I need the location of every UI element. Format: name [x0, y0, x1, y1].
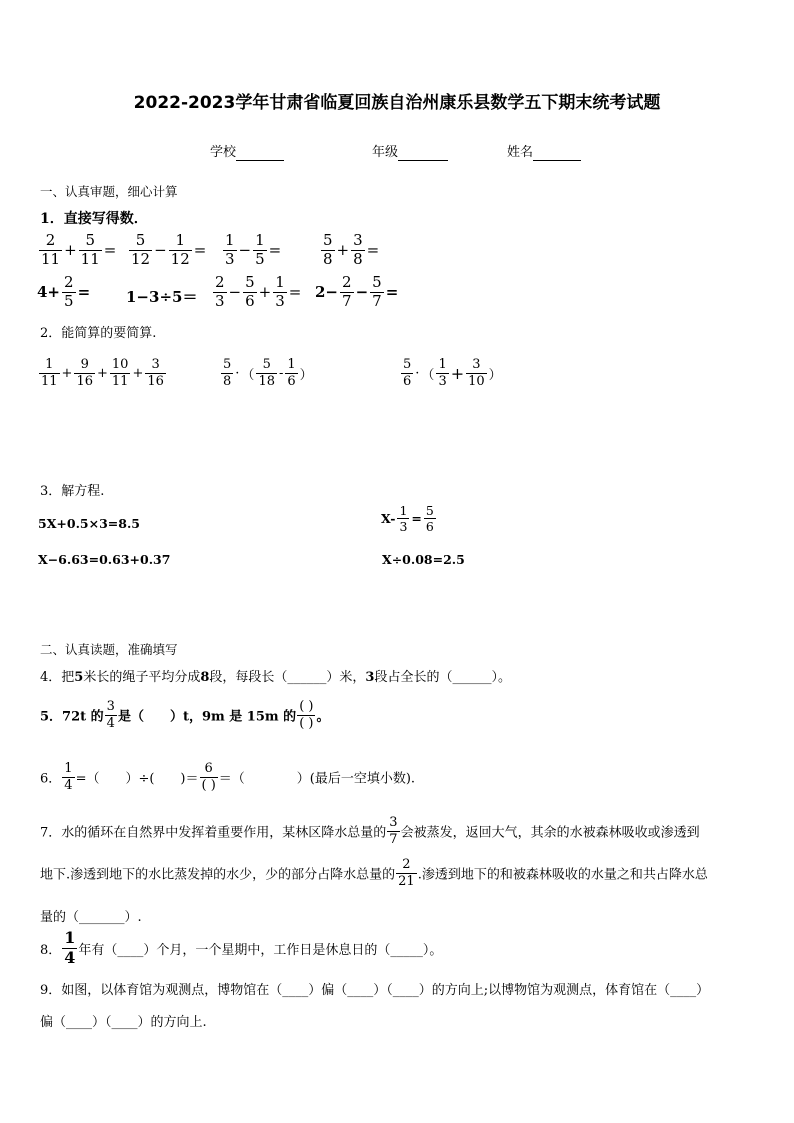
q2-expr-2: $\frac{5}{8}$ · （ $\frac{5}{18}$ - $\frac{1}{6}$ ） [223, 357, 313, 389]
q3-eq-1: 5X+0.5×3=8.5 [38, 516, 141, 531]
q1-item-7: $\frac{2}{3}$ − $\frac{5}{6}$ + $\frac{1}{3}$ = [215, 273, 302, 310]
q1-item-4: $\frac{5}{8}$ + $\frac{3}{8}$ = [323, 231, 380, 268]
q1-item-6: 1−3÷5＝ [126, 288, 198, 306]
name-blank[interactable] [533, 145, 581, 161]
q2-heading: 2．能简算的要简算. [40, 326, 157, 341]
q3-eq-3: X−6.63=0.63+0.37 [38, 552, 171, 567]
grade-label: 年级 [372, 145, 399, 160]
school-blank[interactable] [236, 145, 284, 161]
q1-item-8: 2− $\frac{2}{7}$ − $\frac{5}{7}$ = [315, 273, 399, 310]
section-two-heading: 二、认真读题，准确填写 [40, 642, 178, 657]
school-field [210, 141, 284, 161]
q1-item-3: $\frac{1}{3}$ − $\frac{1}{5}$ = [225, 231, 282, 268]
q7-line-2: 地下.渗透到地下的水比蒸发掉的水少，少的部分占降水总量的 $\frac{2}{21}$ .渗透到地下的和被森林吸收的水量之和共占降水总 [40, 857, 708, 889]
q2-expr-1: $\frac{1}{11}$ + $\frac{9}{16}$ + $\frac{10}{11}$ + $\frac{3}{16}$ [41, 357, 164, 389]
q3-heading: 3．解方程. [40, 484, 105, 499]
q8: 8． $\frac{1}{4}$ 年有（____）个月，一个星期中，工作日是休息日的（_____）。 [40, 928, 443, 967]
school-label: 学校 [210, 145, 237, 160]
section-one-heading: 一、认真审题，细心计算 [40, 184, 178, 199]
q7-line-3: 量的（_______）. [40, 910, 142, 925]
q5: 5．72t 的 $\frac{3}{4}$ 是（ ）t，9m 是 15m 的 $\frac{( )}{( )}$ 。 [40, 699, 330, 731]
q4: 4．把5米长的绳子平均分成8段，每段长（______）米，3段占全长的（______）。 [40, 670, 511, 685]
q3-eq-2: X- $\frac{1}{3}$ = $\frac{5}{6}$ [381, 503, 434, 535]
q4-blank-2[interactable]: ______ [452, 670, 492, 685]
name-field [507, 141, 581, 161]
q9-line-2: 偏（____）（____）的方向上. [40, 1015, 207, 1030]
q1-heading: 1．直接写得数． [40, 211, 148, 227]
q1-item-2: $\frac{5}{12}$ − $\frac{1}{12}$ = [131, 231, 207, 268]
q1-item-1: $\frac{2}{11}$ + $\frac{5}{11}$ = [41, 231, 117, 268]
q4-blank-1[interactable]: ______ [287, 670, 327, 685]
q6: 6． $\frac{1}{4}$ =（ ）÷( )＝ $\frac{6}{( )}$ ＝（ ）(最后一空填小数). [40, 761, 416, 793]
page-title: 2022-2023学年甘肃省临夏回族自治州康乐县数学五下期末统考试题 [133, 93, 661, 113]
q9-line-1: 9．如图，以体育馆为观测点，博物馆在（____）偏（____）（____）的方向上;以博物馆为观测点，体育馆在（____） [40, 983, 710, 998]
q3-eq-4: X÷0.08=2.5 [382, 552, 465, 567]
q1-item-5: 4+ $\frac{2}{5}$ = [37, 273, 91, 310]
q2-expr-3: $\frac{5}{6}$ · （ $\frac{1}{3}$ + $\frac{3}{10}$ ） [403, 357, 502, 389]
name-label: 姓名 [507, 145, 534, 160]
q7-line-1: 7．水的循环在自然界中发挥着重要作用，某林区降水总量的 $\frac{3}{7}$ 会被蒸发，返回大气，其余的水被森林吸收或渗透到 [40, 815, 700, 847]
grade-blank[interactable] [398, 145, 448, 161]
grade-field [372, 141, 448, 161]
